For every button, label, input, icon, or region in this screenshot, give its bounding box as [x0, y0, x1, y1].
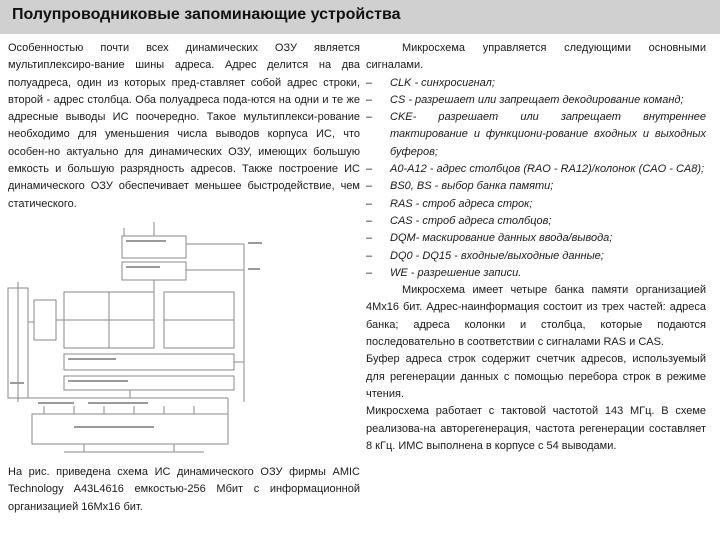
signal-item: – CAS - строб адреса столбцов;: [366, 214, 552, 227]
diagram-label-mark: [38, 402, 74, 404]
address-buffer-paragraph: Буфер адреса строк содержит счетчик адресов, используемый для регенерации данных с помощью перебора строк в режиме чтения.: [366, 353, 706, 400]
left-intro-text: Особенностью почти всех динамических ОЗУ является мультиплексиро-вание шины адреса. Адрес делится на два полуадреса, один из которых пред-ставляет собой адрес строки, второй - адрес столбца. Оба полуадреса пода-ются на одни и те же адресные выводы ИС поочередно. Такое мультиплекси-рование необходимо для уменьшения числа выводов корпуса ИС, что особен-но актуально для динамических ОЗУ, имеющих большую емкость и большую разрядность адресов. Также построение ИС динамического ОЗУ обеспечивает меньшее быстродействие, чем статического.: [8, 42, 360, 210]
diagram-label-mark: [88, 402, 148, 404]
diagram-label-mark: [10, 382, 24, 384]
signal-item: – A0-A12 - адрес столбцов (RAO - RA12)/колонок (CAO - CA8);: [366, 163, 705, 176]
diagram-label-mark: [126, 240, 166, 242]
diagram-caption: На рис. приведена схема ИС динамического ОЗУ фирмы AMIC Technology A43L4616 емкостью-256 Мбит с информационной организацией 16Мх16 бит.: [8, 466, 360, 513]
control-logic-block: [122, 236, 186, 258]
diagram-label-mark: [126, 266, 160, 268]
signal-item: – DQ0 - DQ15 - входные/выходные данные;: [366, 249, 604, 262]
diagram-label-mark: [68, 358, 116, 360]
memory-organization-paragraph: Микросхема имеет четыре банка памяти организацией 4Мх16 бит. Адрес-наинформация состоит из трех частей: адреса банка; адреса колонки и столбца, которые подаются последовательно в соответствии с сигналами RAS и CAS.: [366, 284, 706, 349]
signal-item: – WE - разрешение записи.: [366, 266, 522, 279]
signals-intro: Микросхема управляется следующими основными сигналами.: [366, 42, 706, 72]
title-bar: [0, 0, 720, 34]
diagram-label-mark: [248, 268, 260, 270]
signal-item: – DQM- маскирование данных ввода/вывода;: [366, 232, 613, 245]
signal-item: – BS0, BS - выбор банка памяти;: [366, 180, 554, 193]
signal-item: – CLK - синхросигнал;: [366, 76, 495, 89]
mode-register-block: [122, 262, 186, 280]
sense-amplifier-block: [64, 376, 234, 390]
row-decoder-block: [34, 300, 56, 340]
right-column: [366, 40, 706, 455]
diagram-label-mark: [68, 380, 128, 382]
clock-frequency-paragraph: Микросхема работает с тактовой частотой 143 МГц. В схеме реализова-на авторегенерация, частота регенерации составляет 8 кГц. ИМС выполнена в корпусе с 54 выводами.: [366, 405, 706, 452]
diagram-label-mark: [74, 426, 154, 428]
page-title: Полупроводниковые запоминающие устройства: [12, 6, 401, 23]
dram-block-diagram: [4, 222, 360, 460]
signal-item: – RAS - строб адреса строк;: [366, 197, 533, 210]
signal-item: – CS - разрешает или запрещает декодирование команд;: [366, 93, 684, 106]
address-buffer-block: [32, 414, 228, 444]
signal-item: – CKE- разрешает или запрещает внутреннее тактирование и функциони-рование входных и выходных буферов;: [366, 111, 706, 158]
signal-list: [366, 75, 706, 283]
diagram-label-mark: [248, 242, 262, 244]
column-decoder-block: [64, 354, 234, 370]
